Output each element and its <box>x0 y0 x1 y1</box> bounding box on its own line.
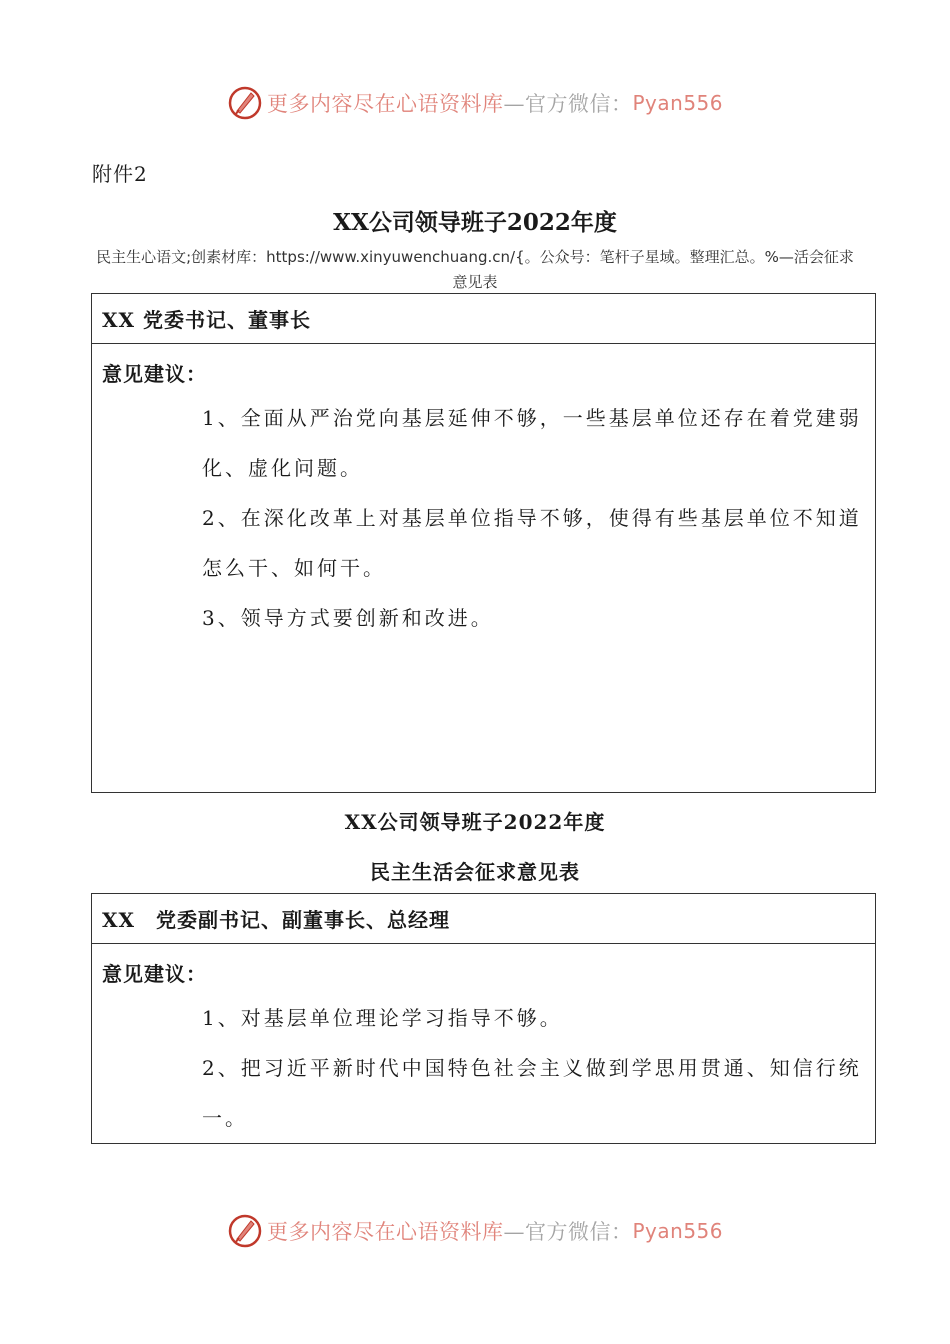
banner-wechat-id: Pyan556 <box>632 91 723 115</box>
form1-label: 意见建议： <box>102 362 207 386</box>
list-item: 2、在深化改革上对基层单位指导不够，使得有些基层单位不知道怎么干、如何干。 <box>202 506 862 580</box>
banner-separator: —官方微信： <box>503 1220 633 1244</box>
list-item: 1、对基层单位理论学习指导不够。 <box>202 1006 563 1030</box>
form2-table <box>91 893 876 1144</box>
banner-wechat-id: Pyan556 <box>632 1219 723 1243</box>
form2-title-line2: 民主生活会征求意见表 <box>370 860 580 884</box>
form1-header: XX 党委书记、董事长 <box>92 294 875 344</box>
form1-items <box>202 393 865 643</box>
quill-logo-icon <box>227 85 263 121</box>
banner-text: 更多内容尽在心语资料库 <box>266 92 504 116</box>
quill-logo-icon <box>227 1213 263 1249</box>
banner-separator: —官方微信： <box>503 92 633 116</box>
list-item: 3、领导方式要创新和改进。 <box>202 606 494 630</box>
list-item: 1、全面从严治党向基层延伸不够，一些基层单位还存在着党建弱化、虚化问题。 <box>202 406 862 480</box>
form2-label: 意见建议： <box>102 962 207 986</box>
form2-items <box>202 993 865 1143</box>
attachment-label: 附件2 <box>92 162 148 186</box>
banner-text: 更多内容尽在心语资料库 <box>266 1220 504 1244</box>
list-item: 2、把习近平新时代中国特色社会主义做到学思用贯通、知信行统一。 <box>202 1056 862 1130</box>
form1-table <box>91 293 876 793</box>
form2-header: XX 党委副书记、副董事长、总经理 <box>92 894 875 944</box>
top-banner <box>0 83 950 123</box>
form1-title: XX公司领导班子2022年度 <box>333 209 617 236</box>
form1-subtitle: 民主生心语文;创素材库：https://www.xinyuwenchuang.cn/{。公众号：笔杆子星域。整理汇总。%—活会征求意见表 <box>96 248 854 291</box>
form2-title-line1: XX公司领导班子2022年度 <box>344 810 606 834</box>
bottom-banner <box>0 1211 950 1251</box>
